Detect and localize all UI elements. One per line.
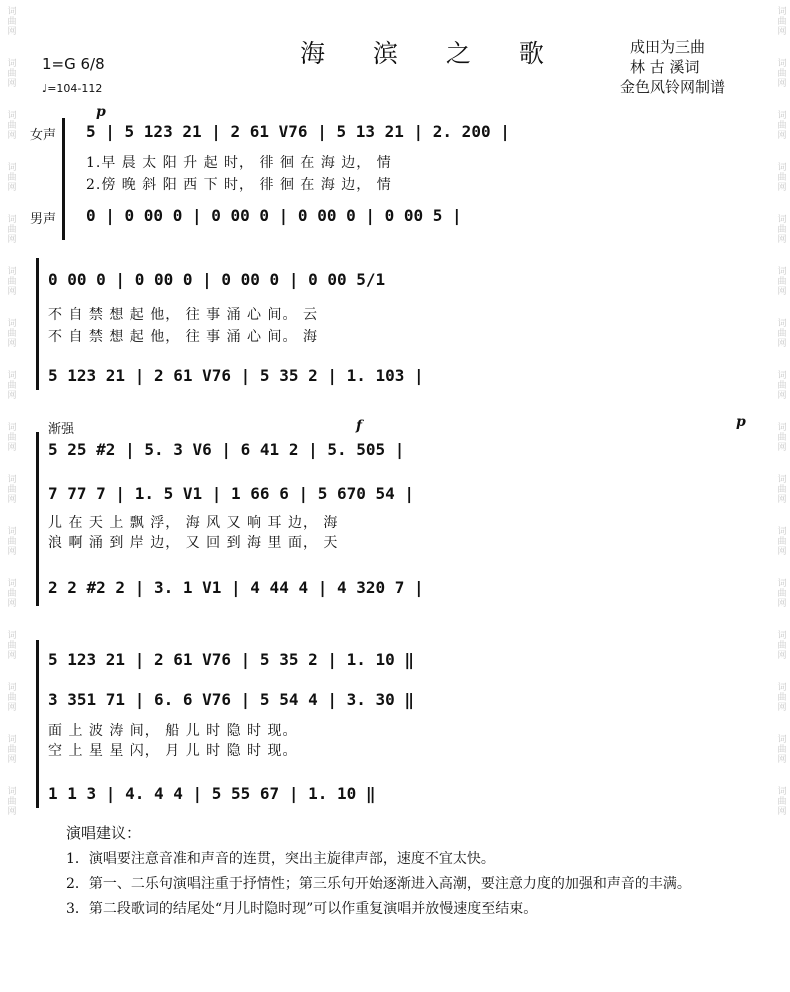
notes-heading: 演唱建议： [66,824,142,842]
watermark-text: 词曲网 [5,162,16,192]
engraver-credit: 金色风铃网制谱 [620,78,726,96]
watermark-text: 词曲网 [5,266,16,296]
part-label-male: 男声 [30,212,57,227]
female-staff: 0 00 0 | 0 00 0 | 0 00 0 | 0 00 5/1 [48,270,386,289]
female-staff: 7 77 7 | 1. 5 V1 | 1 66 6 | 5 670 54 | [48,484,415,503]
system-bracket [62,118,65,240]
song-title: 海 滨 之 歌 [300,39,564,68]
tempo-marking: ♩=104-112 [42,82,103,95]
watermark-text: 词曲网 [775,6,786,36]
watermark-text: 词曲网 [775,58,786,88]
watermark-text: 词曲网 [5,682,16,712]
watermark-text: 词曲网 [775,110,786,140]
watermark-text: 词曲网 [5,630,16,660]
watermark-text: 词曲网 [5,734,16,764]
watermark-text: 词曲网 [5,110,16,140]
watermark-left [0,0,20,992]
male-staff: 2 2 #2 2 | 3. 1 V1 | 4 44 4 | 4 320 7 | [48,578,424,597]
watermark-text: 词曲网 [775,370,786,400]
system-bracket [36,640,39,808]
watermark-text: 词曲网 [5,474,16,504]
system-bracket [36,432,39,606]
male-staff: 0 | 0 00 0 | 0 00 0 | 0 00 0 | 0 00 5 | [86,206,462,225]
lyric-verse-2: 不 自 禁 想 起 他， 往 事 涌 心 间。 海 [48,329,318,345]
lyric-verse-1: 不 自 禁 想 起 他， 往 事 涌 心 间。 云 [48,307,318,323]
male-staff: 1 1 3 | 4. 4 4 | 5 55 67 | 1. 10 ‖ [48,784,376,803]
watermark-text: 词曲网 [5,58,16,88]
watermark-text: 词曲网 [775,682,786,712]
lyric-verse-1: 儿 在 天 上 飘 浮， 海 风 又 响 耳 边， 海 [48,515,339,531]
watermark-text: 词曲网 [775,734,786,764]
watermark-text: 词曲网 [775,266,786,296]
system-bracket [36,258,39,390]
watermark-text: 词曲网 [775,214,786,244]
lyric-verse-2: 空 上 星 星 闪， 月 儿 时 隐 时 现。 [48,743,298,759]
crescendo-marking: 渐强 [48,422,75,437]
watermark-text: 词曲网 [775,526,786,556]
upper-staff: 5 123 21 | 2 61 V76 | 5 35 2 | 1. 10 ‖ [48,650,415,669]
watermark-text: 词曲网 [775,578,786,608]
part-label-female: 女声 [30,128,57,143]
note-item: 3．第二段歌词的结尾处“月儿时隐时现”可以作重复演唱并放慢速度至结束。 [66,901,538,918]
male-staff: 5 123 21 | 2 61 V76 | 5 35 2 | 1. 103 | [48,366,424,385]
watermark-text: 词曲网 [775,162,786,192]
watermark-text: 词曲网 [775,630,786,660]
watermark-text: 词曲网 [775,318,786,348]
dynamic-f: f [356,418,363,434]
female-staff: 5 | 5 123 21 | 2 61 V76 | 5 13 21 | 2. 200 | [86,122,510,141]
watermark-text: 词曲网 [5,786,16,816]
watermark-text: 词曲网 [775,474,786,504]
lyric-verse-2: 2.傍 晚 斜 阳 西 下 时， 徘 徊 在 海 边， 情 [86,177,392,193]
female-staff: 3 351 71 | 6. 6 V76 | 5 54 4 | 3. 30 ‖ [48,690,415,709]
watermark-text: 词曲网 [775,786,786,816]
note-item: 2．第一、二乐句演唱注重于抒情性；第三乐句开始逐渐进入高潮，要注意力度的加强和声音的丰满。 [66,876,691,893]
composer-credit: 成田为三曲 [630,38,706,56]
dynamic-p: p [96,104,106,120]
lyric-verse-1: 1.早 晨 太 阳 升 起 时， 徘 徊 在 海 边， 情 [86,155,392,171]
lyric-verse-1: 面 上 波 涛 间， 船 儿 时 隐 时 现。 [48,723,298,739]
watermark-text: 词曲网 [5,6,16,36]
watermark-text: 词曲网 [5,214,16,244]
lyricist-credit: 林 古 溪词 [630,58,700,76]
key-signature: 1=G 6/8 [42,55,105,73]
watermark-text: 词曲网 [5,578,16,608]
watermark-text: 词曲网 [5,526,16,556]
watermark-text: 词曲网 [5,318,16,348]
watermark-text: 词曲网 [5,422,16,452]
upper-staff: 5 25 #2 | 5. 3 V6 | 6 41 2 | 5. 505 | [48,440,405,459]
watermark-text: 词曲网 [775,422,786,452]
lyric-verse-2: 浪 啊 涌 到 岸 边， 又 回 到 海 里 面， 天 [48,535,339,551]
note-item: 1．演唱要注意音准和声音的连贯，突出主旋律声部，速度不宜太快。 [66,851,495,867]
watermark-text: 词曲网 [5,370,16,400]
dynamic-p: p [736,414,746,430]
performance-notes [40,820,786,923]
